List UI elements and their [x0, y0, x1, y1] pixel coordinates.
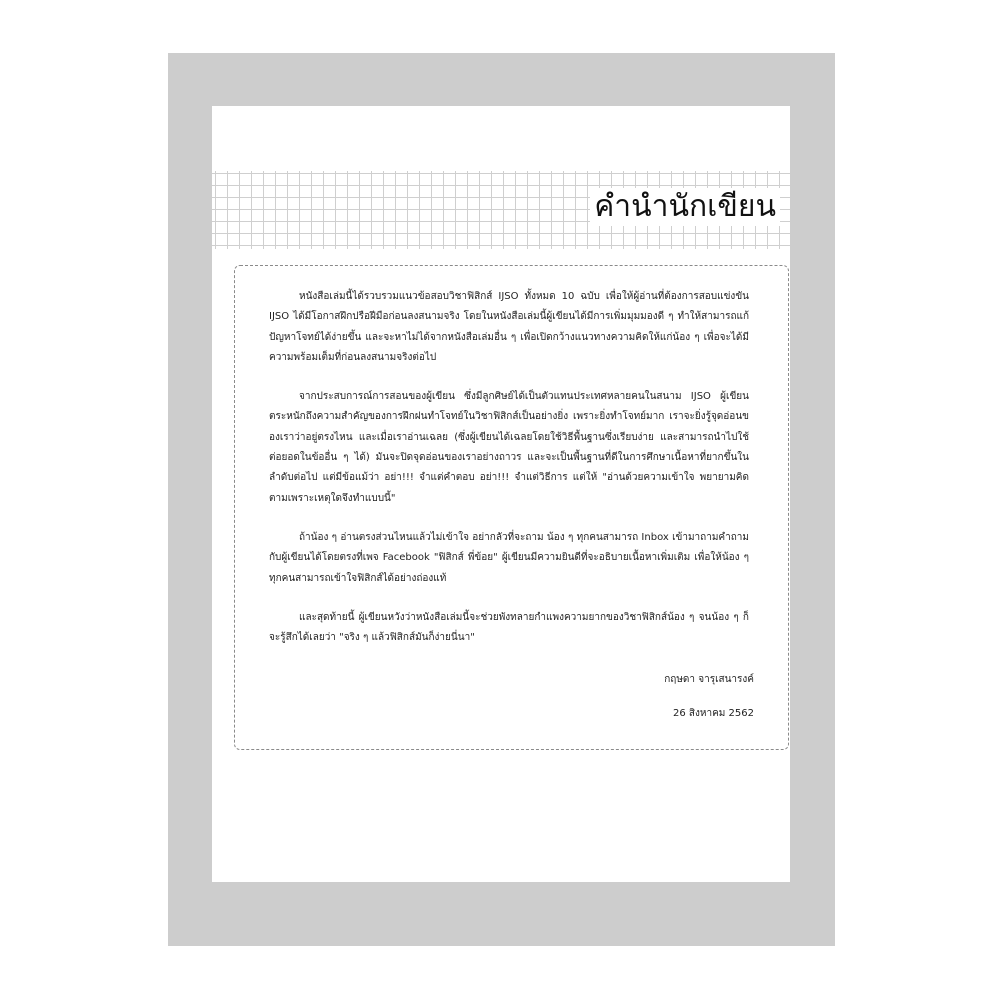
- paragraph-3: ถ้าน้อง ๆ อ่านตรงส่วนไหนแล้วไม่เข้าใจ อย่ากลัวที่จะถาม น้อง ๆ ทุกคนสามารถ Inbox เข้ามาถามคำถามกับผู้เขียนได้โดยตรงที่เพจ Facebook "ฟิสิกส์ พี่ข้อย" ผู้เขียนมีความยินดีที่จะอธิบายเนื้อหาเพิ่มเติม เพื่อให้น้อง ๆ ทุกคนสามารถเข้าใจฟิสิกส์ได้อย่างถ่องแท้: [269, 531, 749, 584]
- author-name: กฤษดา จารุเสนารงค์: [664, 674, 754, 685]
- signature-block: [664, 672, 754, 721]
- paragraph-4: และสุดท้ายนี้ ผู้เขียนหวังว่าหนังสือเล่มนี้จะช่วยพังทลายกำแพงความยากของวิชาฟิสิกส์น้อง ๆ จนน้อง ๆ ก็จะรู้สึกได้เลยว่า "จริง ๆ แล้วฟิสิกส์มันก็ง่ายนี่นา": [269, 611, 749, 644]
- paragraph-1: หนังสือเล่มนี้ได้รวบรวมแนวข้อสอบวิชาฟิสิกส์ IJSO ทั้งหมด 10 ฉบับ เพื่อให้ผู้อ่านที่ต้องการสอบแข่งขัน IJSO ได้มีโอกาสฝึกปรือฝีมือก่อนลงสนามจริง โดยในหนังสือเล่มนี้ผู้เขียนได้มีการเพิ่มมุมมองดี ๆ ทำให้สามารถแก้ปัญหาโจทย์ได้ง่ายขึ้น และจะหาไม่ได้จากหนังสือเล่มอื่น ๆ เพื่อเปิดกว้างแนวทางความคิดให้แก่น้อง ๆ เพื่อจะได้มีความพร้อมเต็มที่ก่อนลงสนามจริงต่อไป: [269, 291, 749, 363]
- signature-date: 26 สิงหาคม 2562: [672, 708, 754, 719]
- preface-body: [269, 287, 749, 667]
- page-title: คำนำนักเขียน: [590, 188, 780, 226]
- book-page: [212, 106, 790, 882]
- page-frame: [168, 53, 835, 946]
- paragraph-2: จากประสบการณ์การสอนของผู้เขียน ซึ่งมีลูกศิษย์ได้เป็นตัวแทนประเทศหลายคนในสนาม IJSO ผู้เขียนตระหนักถึงความสำคัญของการฝึกฝนทำโจทย์ในวิชาฟิสิกส์เป็นอย่างยิ่ง เพราะยิ่งทำโจทย์มาก เราจะยิ่งรู้จุดอ่อนของเราว่าอยู่ตรงไหน และเมื่อเราอ่านเฉลย (ซึ่งผู้เขียนได้เฉลยโดยใช้วิธีพื้นฐานซึ่งเรียบง่าย และสามารถนำไปใช้ต่อยอดในข้ออื่น ๆ ได้) มันจะปิดจุดอ่อนของเราอย่างถาวร และจะเป็นพื้นฐานที่ดีในการศึกษาเนื้อหาที่ยากขึ้นในลำดับต่อไป แต่มีข้อแม้ว่า อย่า!!! จำแต่คำตอบ อย่า!!! จำแต่วิธีการ แต่ให้ "อ่านด้วยความเข้าใจ พยายามคิดตามเพราะเหตุใดจึงทำแบบนี้": [269, 391, 749, 504]
